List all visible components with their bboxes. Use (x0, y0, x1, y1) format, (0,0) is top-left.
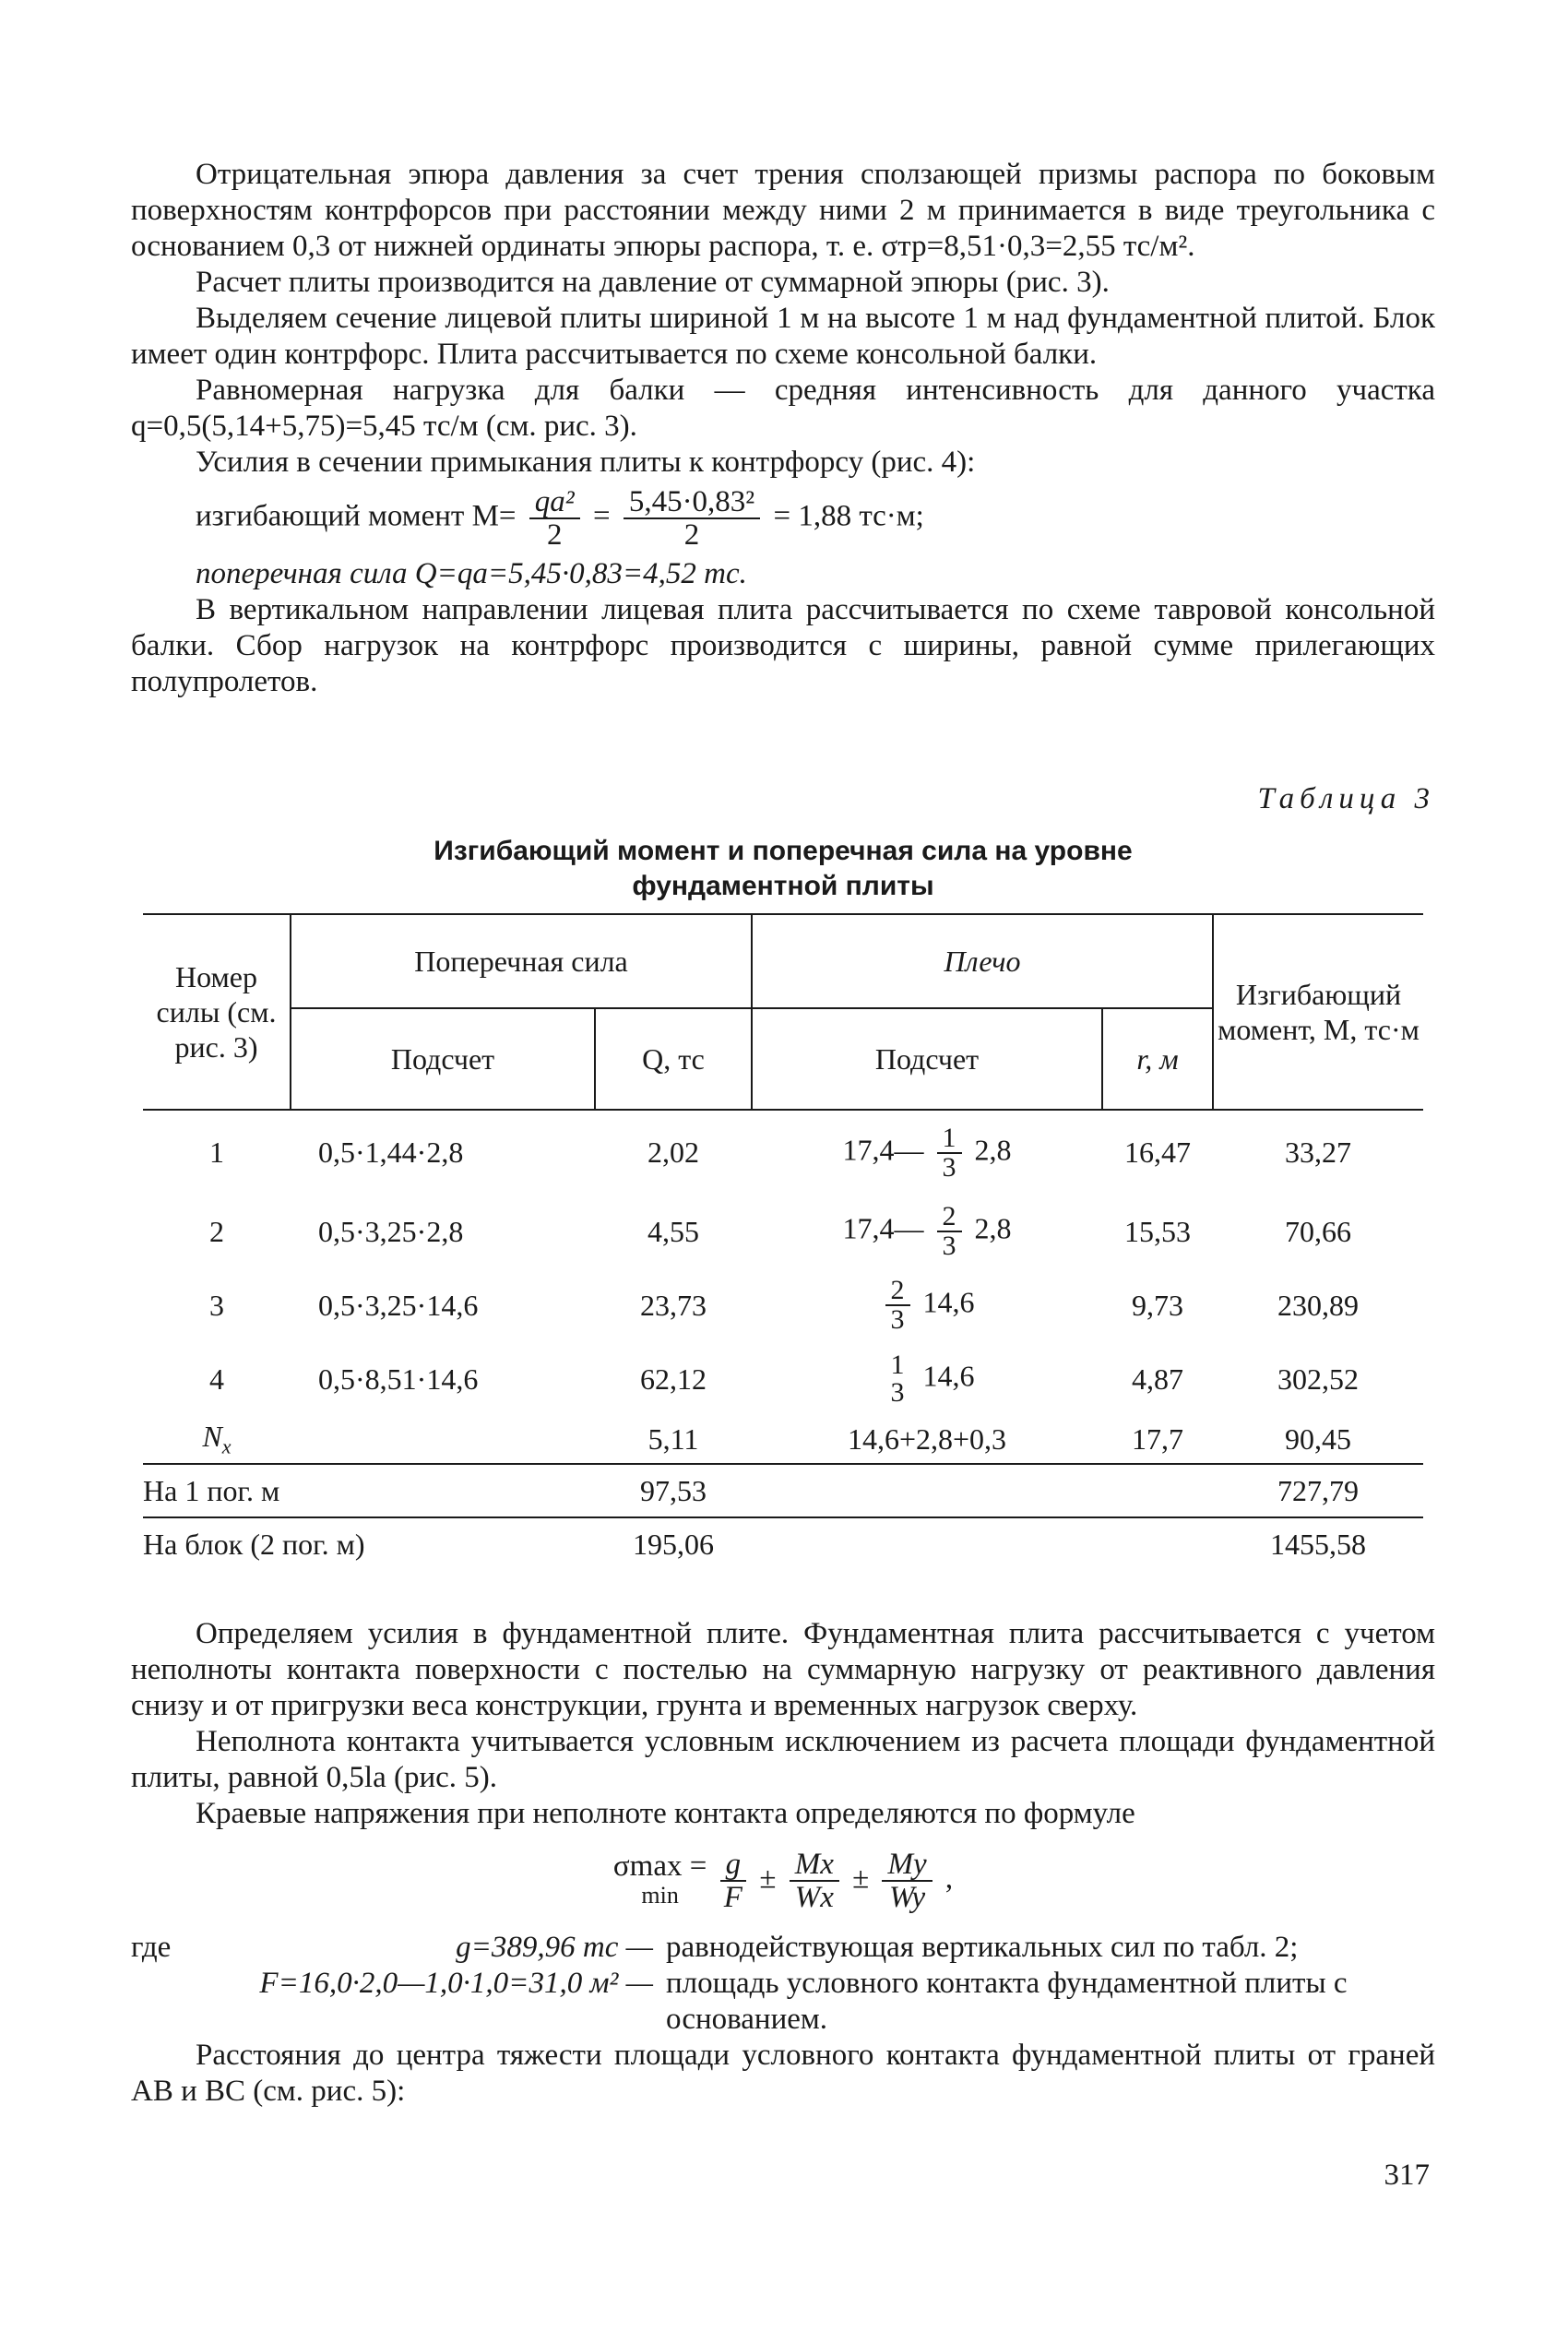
table-sum-row (143, 1464, 1423, 1517)
cell-arm-r: 4,87 (1132, 1362, 1183, 1396)
shear-line (131, 556, 1435, 592)
denominator: 2 (546, 518, 563, 552)
denominator: 2 (683, 518, 700, 552)
force-symbol: $N_x$ (202, 1420, 232, 1458)
numerator: 1 (890, 1350, 905, 1380)
denominator: 3 (890, 1304, 905, 1335)
arm-suffix: 14,6 (922, 1359, 975, 1393)
table-title-line: Изгибающий момент и поперечная сила на уровне (434, 836, 1133, 866)
cell-number: 3 (209, 1288, 224, 1322)
header-shear-q: Q, тс (595, 1008, 752, 1110)
sum-q: 195,06 (595, 1517, 752, 1570)
paragraph: Неполнота контакта учитывается условным исключением из расчета площади фундаментной плиты, равной 0,5la (рис. 5). (131, 1725, 1435, 1794)
sum-moment: 727,79 (1213, 1464, 1423, 1517)
header-moment: Изгибающий момент, M, тс·м (1213, 914, 1423, 1110)
paragraph: Расчет плиты производится на давление от суммарной эпюры (рис. 3). (196, 266, 1110, 299)
cell-arm-calc (752, 1268, 1102, 1342)
arm-prefix: 17,4— (842, 1132, 924, 1166)
paragraph: В вертикальном направлении лицевая плита рассчитывается по схеме тавровой консольной балки. Сбор нагрузок на контрфорс производится с ширины, равной сумме прилегающих полупролетов. (131, 593, 1435, 698)
header-shear-group: Поперечная сила (291, 914, 752, 1008)
cell-moment: 302,52 (1277, 1362, 1359, 1396)
cell-moment: 33,27 (1285, 1136, 1351, 1169)
cell-arm-r: 17,7 (1132, 1422, 1183, 1456)
denominator: F (723, 1881, 742, 1914)
moment-formula (131, 486, 1435, 551)
numerator: 2 (885, 1277, 910, 1306)
denominator: 3 (942, 1231, 956, 1261)
page-number: 317 (1384, 2159, 1430, 2192)
denominator: 3 (942, 1151, 956, 1183)
cell-shear-calc (291, 1416, 595, 1464)
numerator: 2 (937, 1203, 962, 1232)
sum-label: На блок (2 пог. м) (143, 1517, 595, 1570)
paragraph: Определяем усилия в фундаментной плите. Фундаментная плита рассчитывается с учетом неполноты контакта поверхности с постелью на суммарную нагрузку от реактивного давления снизу и от пригрузки веса конструкции, грунта и временных нагрузок сверху. (131, 1617, 1435, 1722)
denominator: Wx (794, 1881, 834, 1914)
fraction (937, 1203, 962, 1260)
paragraph: Отрицательная эпюра давления за счет трения сползающей призмы распора по боковым поверхностям контрфорсов при расстоянии между ними 2 м принимается в виде треугольника с основанием 0,3 от нижней ординаты эпюры распора, т. е. σтр=8,51·0,3=2,55 тс/м². (131, 158, 1435, 263)
cell-shear-q: 62,12 (640, 1362, 707, 1396)
cell-number: 2 (209, 1214, 224, 1248)
formula-lhs (613, 1851, 707, 1910)
plus-minus: ± (852, 1861, 870, 1896)
lhs-top: σmax = (612, 1849, 707, 1883)
shear-text: поперечная сила Q=qa=5,45·0,83=4,52 тс. (196, 557, 747, 590)
cell-arm-r: 9,73 (1132, 1288, 1183, 1322)
numerator: My (882, 1849, 932, 1882)
empty-cell (1102, 1517, 1213, 1570)
sum-q: 97,53 (595, 1464, 752, 1517)
cell-arm-r: 15,53 (1124, 1214, 1191, 1248)
cell-arm-calc (752, 1195, 1102, 1268)
table-row (143, 1110, 1423, 1195)
fraction (885, 1277, 910, 1334)
numerator: Mx (790, 1849, 839, 1882)
arm-suffix: 14,6 (922, 1285, 975, 1319)
paragraph: Расстояния до центра тяжести площади условного контакта фундаментной плиты от граней AB и BC (см. рис. 5): (131, 2039, 1435, 2108)
paragraph: Краевые напряжения при неполноте контакта определяются по формуле (196, 1797, 1135, 1830)
paragraph: Равномерная нагрузка для балки — средняя интенсивность для данного участка q=0,5(5,14+5,75)=5,45 тс/м (см. рис. 3). (131, 374, 1435, 443)
cell-shear-q: 23,73 (640, 1288, 707, 1322)
denominator: 3 (890, 1377, 905, 1408)
fraction (885, 1351, 910, 1407)
table-row (143, 1342, 1423, 1416)
arm-suffix: 2,8 (974, 1211, 1012, 1245)
table-title (131, 834, 1435, 904)
cell-shear-calc: 0,5·8,51·14,6 (318, 1362, 479, 1396)
where-block (131, 1930, 1435, 2038)
data-table (143, 913, 1423, 1570)
fraction (624, 486, 760, 551)
formula-tail: , (944, 1861, 954, 1896)
edge-stress-formula (131, 1849, 1435, 1913)
empty-cell (752, 1464, 1102, 1517)
cell-shear-calc: 0,5·3,25·2,8 (318, 1214, 464, 1248)
g-description: равнодействующая вертикальных сил по табл. 2; (666, 1931, 1299, 1964)
where-word: где (131, 1931, 172, 1964)
table-title-line: фундаментной плиты (632, 871, 934, 901)
formula-lead: изгибающий момент M= (196, 499, 517, 533)
fraction (882, 1849, 932, 1913)
cell-shear-q: 4,55 (647, 1214, 699, 1248)
formula-result: = 1,88 тс·м; (773, 499, 924, 533)
table-label: Таблица 3 (1257, 782, 1435, 815)
fraction (937, 1124, 962, 1182)
arm-prefix: 17,4— (842, 1211, 924, 1245)
cell-shear-q: 5,11 (647, 1422, 699, 1456)
cell-moment: 90,45 (1285, 1422, 1351, 1456)
arm-suffix: 2,8 (974, 1132, 1012, 1166)
f-definition: F=16,0·2,0—1,0·1,0=31,0 м² — (259, 1967, 653, 2000)
g-definition: g=389,96 тс — (456, 1931, 653, 1964)
sum-label: На 1 пог. м (143, 1464, 595, 1517)
table-row (143, 1195, 1423, 1268)
fraction (529, 486, 580, 551)
header-arm-r: r, м (1102, 1008, 1213, 1110)
equals-sign: = (592, 499, 611, 533)
header-arm-group: Плечо (752, 914, 1213, 1008)
cell-shear-q: 2,02 (647, 1136, 699, 1169)
empty-cell (1102, 1464, 1213, 1517)
cell-number: 1 (209, 1136, 224, 1169)
paragraph: Усилия в сечении примыкания плиты к контрфорсу (рис. 4): (196, 446, 976, 479)
numerator: 1 (937, 1124, 962, 1154)
fraction (720, 1849, 747, 1913)
f-description: площадь условного контакта фундаментной плиты с основанием. (666, 1967, 1348, 2036)
table-sum-row (143, 1517, 1423, 1570)
lhs-bottom: min (641, 1882, 679, 1909)
numerator: 5,45·0,83² (624, 486, 760, 519)
cell-shear-calc: 0,5·1,44·2,8 (318, 1136, 464, 1169)
fraction (790, 1849, 839, 1913)
header-shear-calc: Подсчет (291, 1008, 595, 1110)
sum-moment: 1455,58 (1213, 1517, 1423, 1570)
empty-cell (752, 1517, 1102, 1570)
cell-shear-calc: 0,5·3,25·14,6 (318, 1288, 479, 1322)
numerator: qa² (529, 486, 580, 519)
cell-number (143, 1416, 291, 1464)
text-block-bottom (131, 1616, 1435, 2110)
numerator: g (720, 1849, 747, 1882)
cell-moment: 230,89 (1277, 1288, 1359, 1322)
text-block-top (131, 157, 1435, 700)
cell-arm-r: 16,47 (1124, 1136, 1191, 1169)
table-row (143, 1268, 1423, 1342)
paragraph: Выделяем сечение лицевой плиты шириной 1 м на высоте 1 м над фундаментной плитой. Блок имеет один контрфорс. Плита рассчитывается по схеме консольной балки. (131, 302, 1435, 371)
cell-arm-calc: 14,6+2,8+0,3 (847, 1422, 1007, 1456)
plus-minus: ± (759, 1861, 777, 1896)
cell-arm-calc (752, 1110, 1102, 1195)
cell-moment: 70,66 (1285, 1214, 1351, 1248)
denominator: Wy (889, 1881, 926, 1914)
table-row (143, 1416, 1423, 1464)
cell-arm-calc (752, 1342, 1102, 1416)
header-arm-calc: Подсчет (752, 1008, 1102, 1110)
header-number: Номер силы (см. рис. 3) (143, 914, 291, 1110)
cell-number: 4 (209, 1362, 224, 1396)
